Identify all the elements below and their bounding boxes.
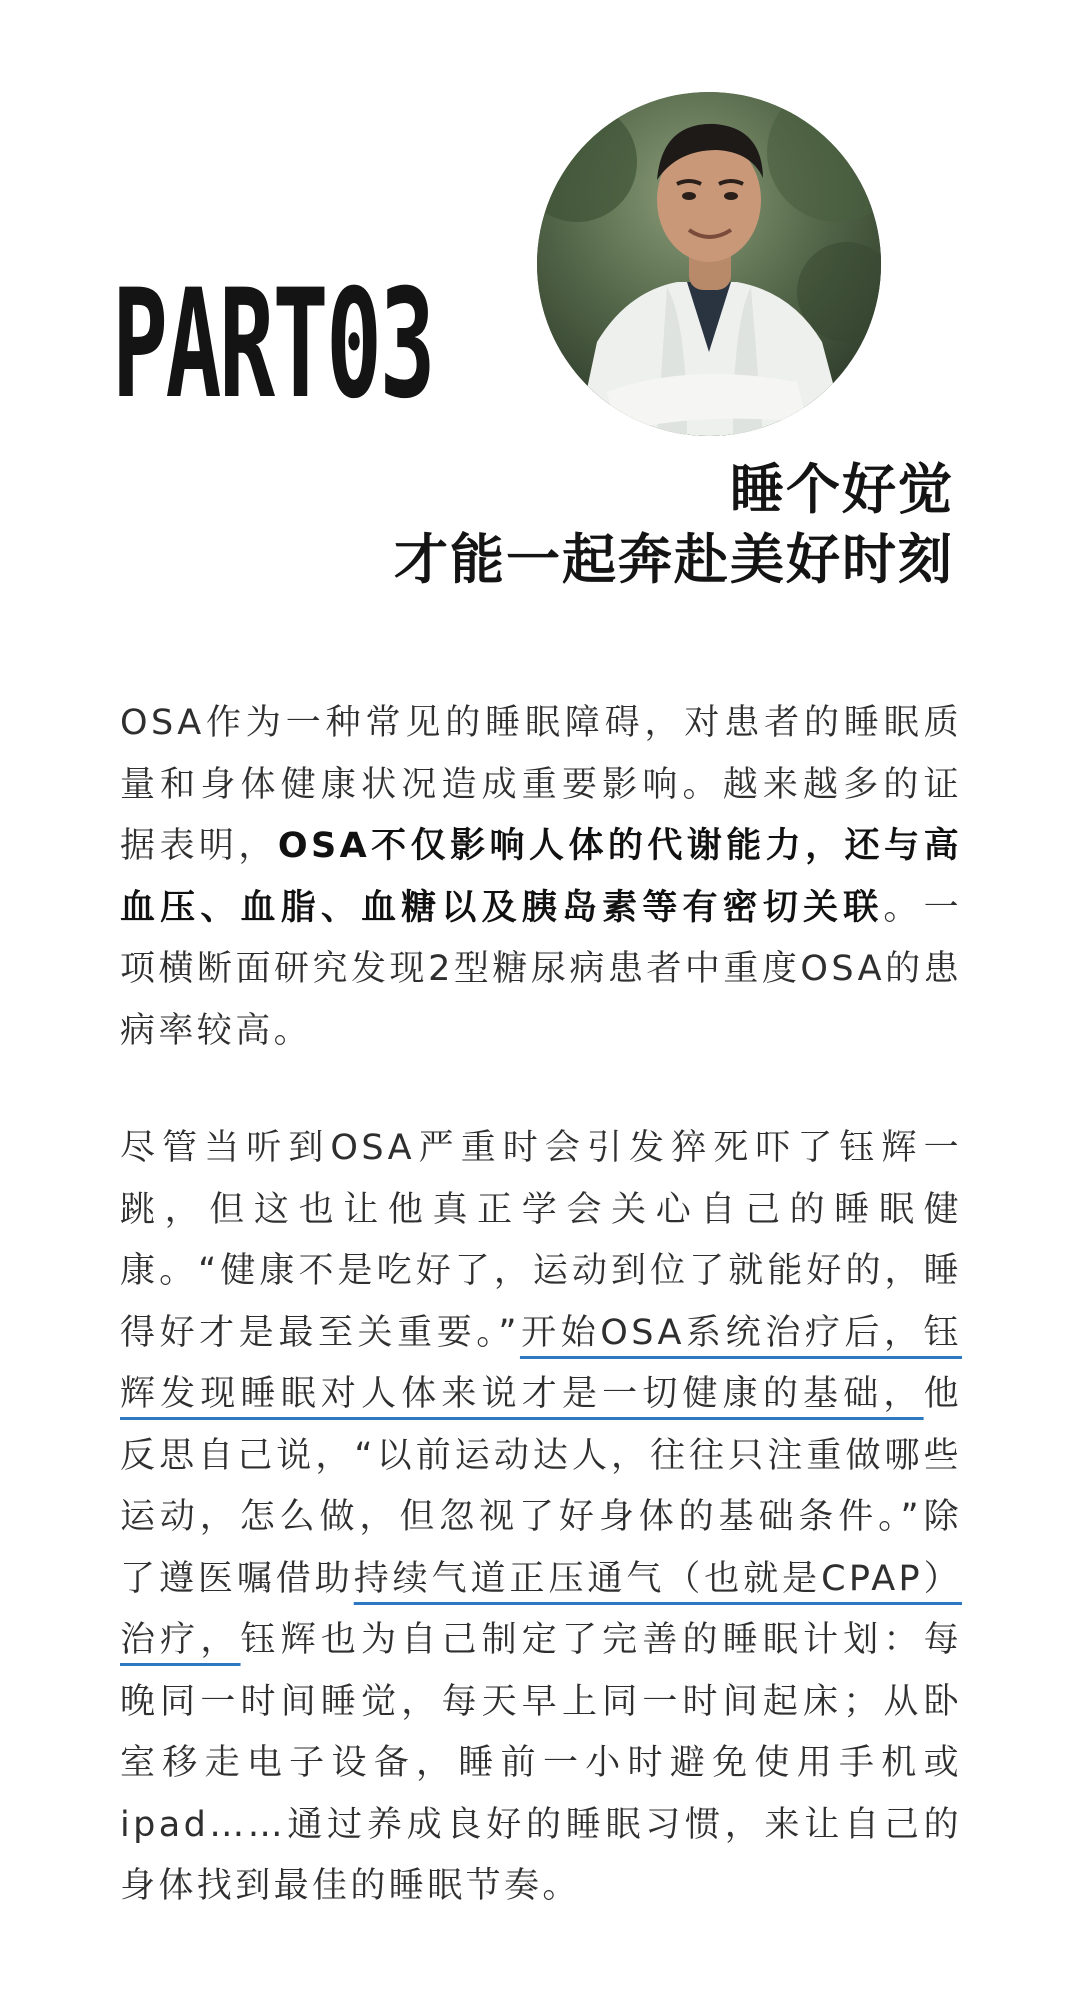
- paragraph2-text-b: 他反思自己说，“以前运动达人，往往只注重做哪些运动，怎么做，但忽视了好身体的基础条件。”除了遵医嘱借助: [120, 1374, 962, 1599]
- portrait-photo: [537, 92, 881, 436]
- heading-line-1: 睡个好觉: [730, 458, 954, 521]
- portrait-illustration: [537, 92, 881, 436]
- paragraph1-text-b: 。一项横断面研究发现2型糖尿病患者中重度OSA的患病率较高。: [120, 887, 962, 1051]
- paragraph2-underline-1: 开始OSA系统治疗后，钰辉发现睡眠对人体来说才是一切健康的基础，: [120, 1312, 962, 1414]
- paragraph-osa-overview: [120, 693, 962, 1062]
- heading-line-2: 才能一起奔赴美好时刻: [394, 528, 954, 591]
- paragraph2-text-a: 尽管当听到OSA严重时会引发猝死吓了钰辉一跳，但这也让他真正学会关心自己的睡眠健康。“健康不是吃好了，运动到位了就能好的，睡得好才是最至关重要。”: [120, 1128, 962, 1353]
- paragraph1-bold: OSA不仅影响人体的代谢能力，还与高血压、血脂、血糖以及胰岛素等有密切关联: [120, 826, 962, 928]
- part-label: PART03: [112, 258, 434, 432]
- paragraph-yuhui-story: [120, 1118, 962, 1918]
- section-heading: [394, 455, 954, 595]
- paragraph1-text-a: OSA作为一种常见的睡眠障碍，对患者的睡眠质量和身体健康状况造成重要影响。越来越多的证据表明，: [120, 703, 962, 866]
- paragraph2-underline-2: 持续气道正压通气（也就是CPAP）治疗，: [120, 1558, 963, 1660]
- paragraph2-text-c: 钰辉也为自己制定了完善的睡眠计划：每晚同一时间睡觉，每天早上同一时间起床；从卧室移走电子设备，睡前一小时避免使用手机或ipad……通过养成良好的睡眠习惯，来让自己的身体找到最佳的睡眠节奏。: [120, 1620, 963, 1906]
